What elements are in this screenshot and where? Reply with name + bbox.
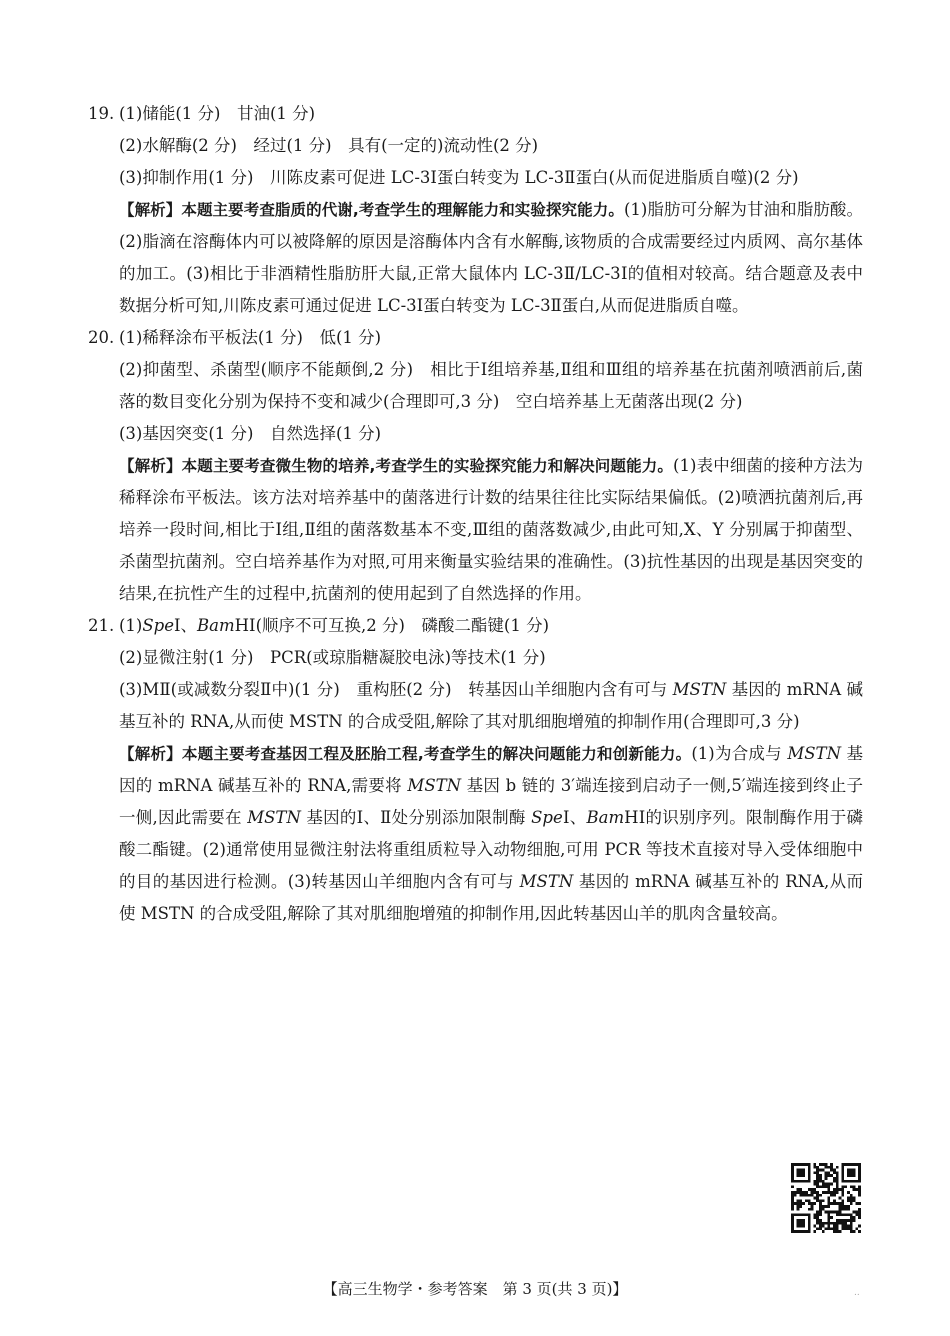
question-19	[88, 98, 863, 322]
analysis-paragraph	[119, 194, 863, 322]
gene-name: MSTN	[672, 680, 727, 699]
qr-code-icon	[791, 1163, 861, 1233]
text: 基因的 mRNA 碱基互补的 RNA,从而使 MSTN 的合成受阻,解除了其对肌细胞增殖的抑制作用,因此转基因山羊的肌肉含量较高。	[119, 872, 863, 923]
question-number: 20.	[88, 328, 115, 347]
answer-line: (1)稀释涂布平板法(1 分) 低(1 分)	[119, 328, 382, 347]
answer-line: (2)水解酶(2 分) 经过(1 分) 具有(一定的)流动性(2 分)	[119, 136, 539, 155]
analysis-text: (1)表中细菌的接种方法为稀释涂布平板法。该方法对培养基中的菌落进行计数的结果往往比实际结果偏低。(2)喷洒抗菌剂后,再培养一段时间,相比于Ⅰ组,Ⅱ组的菌落数基本不变,Ⅲ组的菌落数减少,由此可知,X、Y 分别属于抑菌型、杀菌型抗菌剂。空白培养基作为对照,可用来衡量实验结果的准确性。(3)抗性基因的出现是基因突变的结果,在抗性产生的过程中,抗菌剂的使用起到了自然选择的作用。	[119, 456, 863, 603]
question-21	[88, 610, 863, 930]
gene-name: MSTN	[407, 776, 462, 795]
gene-name: MSTN	[247, 808, 301, 827]
enzyme-name: Bam	[586, 808, 625, 827]
page-footer: 【高三生物学・参考答案 第 3 页(共 3 页)】	[322, 1280, 628, 1298]
text: (1)	[119, 616, 143, 635]
question-number: 19.	[88, 104, 115, 123]
analysis-text: (1)脂肪可分解为甘油和脂肪酸。(2)脂滴在溶酶体内可以被降解的原因是溶酶体内含有水解酶,该物质的合成需要经过内质网、高尔基体的加工。(3)相比于非酒精性脂肪肝大鼠,正常大鼠体内 LC-3Ⅱ/LC-3Ⅰ的值相对较高。结合题意及表中数据分析可知,川陈皮素可通过促进 LC-3Ⅰ蛋白转变为 LC-3Ⅱ蛋白,从而促进脂质自噬。	[119, 200, 864, 315]
text: 基因 b 链的 3′端连接到启动子一侧,5′端连接到终止子一侧,因此需要在	[119, 776, 863, 827]
text: Ⅰ、	[174, 616, 198, 635]
enzyme-name: Spe	[531, 808, 563, 827]
text: 基因的 mRNA 碱基互补的 RNA,需要将	[119, 744, 863, 795]
text: 基因的Ⅰ、Ⅱ处分别添加限制酶	[300, 808, 532, 827]
answer-line: (3)抑制作用(1 分) 川陈皮素可促进 LC-3Ⅰ蛋白转变为 LC-3Ⅱ蛋白(从而促进脂质自噬)(2 分)	[119, 168, 799, 187]
text: 基因的 mRNA 碱基互补的 RNA,从而使 MSTN 的合成受阻,解除了其对肌细胞增殖的抑制作用(合理即可,3 分)	[119, 680, 863, 731]
enzyme-name: Bam	[197, 616, 235, 635]
question-number: 21.	[88, 616, 115, 635]
text: HⅠ的识别序列。限制酶作用于磷酸二酯键。(2)通常使用显微注射法将重组质粒导入动物细胞,可用 PCR 等技术直接对导入受体细胞中的目的基因进行检测。(3)转基因山羊细胞内含有可与	[119, 808, 863, 891]
text: Ⅰ、	[562, 808, 587, 827]
analysis-heading: 【解析】本题主要考查基因工程及胚胎工程,考查学生的解决问题能力和创新能力。	[119, 745, 692, 763]
answer-line: (1)储能(1 分) 甘油(1 分)	[119, 104, 316, 123]
answer-line	[119, 674, 863, 738]
analysis-heading: 【解析】本题主要考查微生物的培养,考查学生的实验探究能力和解决问题能力。	[119, 457, 674, 475]
question-20	[88, 322, 863, 610]
analysis-paragraph	[119, 738, 863, 930]
text: HⅠ(顺序不可互换,2 分) 磷酸二酯键(1 分)	[234, 616, 550, 635]
answer-line: (2)显微注射(1 分) PCR(或琼脂糖凝胶电泳)等技术(1 分)	[119, 648, 546, 667]
text: (3)MⅡ(或减数分裂Ⅱ中)(1 分) 重构胚(2 分) 转基因山羊细胞内含有可与	[119, 680, 673, 699]
page-mark: ..	[854, 1288, 860, 1298]
text: (1)为合成与	[691, 744, 788, 763]
gene-name: MSTN	[519, 872, 574, 891]
analysis-heading: 【解析】本题主要考查脂质的代谢,考查学生的理解能力和实验探究能力。	[119, 201, 624, 219]
answer-line: (3)基因突变(1 分) 自然选择(1 分)	[119, 424, 382, 443]
answer-content	[88, 98, 863, 930]
gene-name: MSTN	[787, 744, 842, 763]
enzyme-name: Spe	[142, 616, 175, 635]
answer-line: (2)抑菌型、杀菌型(顺序不能颠倒,2 分) 相比于Ⅰ组培养基,Ⅱ组和Ⅲ组的培养基在抗菌剂喷洒前后,菌落的数目变化分别为保持不变和减少(合理即可,3 分) 空白培养基上无菌落出现(2 分)	[119, 360, 863, 411]
analysis-paragraph	[119, 450, 863, 610]
answer-line	[119, 610, 863, 642]
